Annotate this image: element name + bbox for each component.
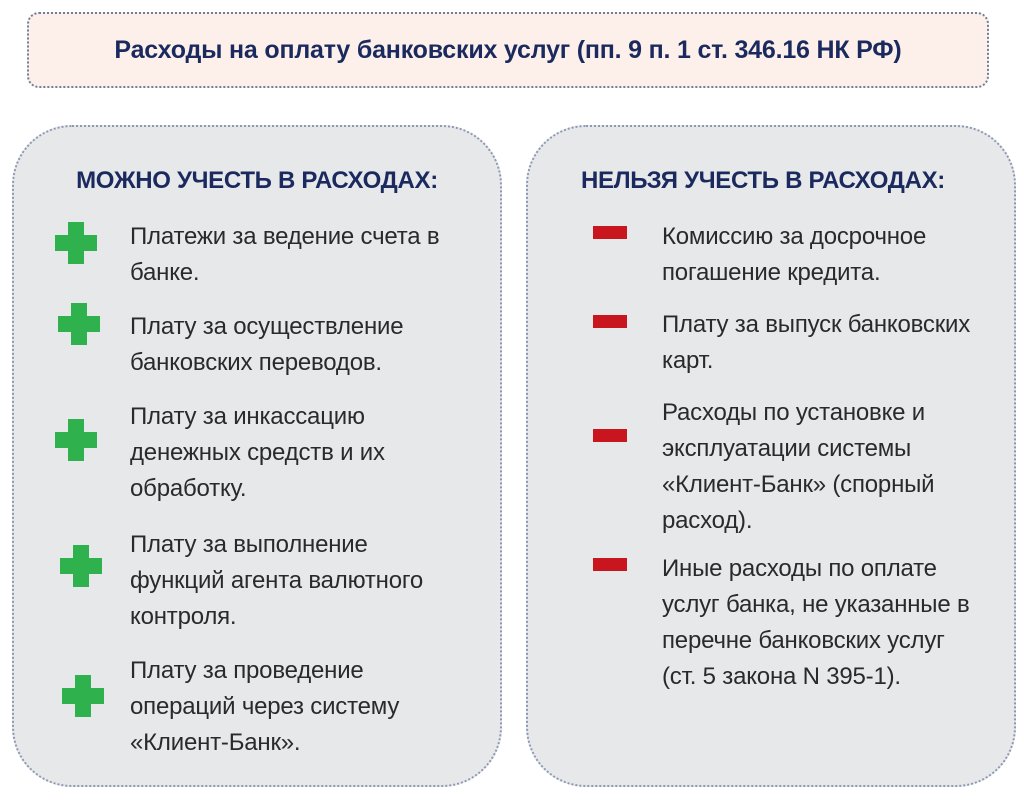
- disallowed-expenses-heading: НЕЛЬЗЯ УЧЕСТЬ В РАСХОДАХ:: [580, 167, 946, 194]
- minus-icon: [593, 429, 627, 442]
- allowed-expenses-heading: МОЖНО УЧЕСТЬ В РАСХОДАХ:: [76, 167, 438, 194]
- allowed-item-2: Плату за осуществление банковских переводов.: [130, 313, 404, 376]
- minus-icon: [593, 315, 627, 328]
- plus-icon: [55, 222, 97, 264]
- plus-icon: [58, 303, 100, 345]
- disallowed-item-1: Комиссию за досрочное погашение кредита.: [662, 223, 927, 286]
- disallowed-item-4: Иные расходы по оплате услуг банка, не указанные в перечне банковских услуг (ст. 5 закона N 395-1).: [662, 555, 970, 690]
- page-title: Расходы на оплату банковских услуг (пп. 9 п. 1 ст. 346.16 НК РФ): [114, 35, 902, 64]
- plus-icon: [60, 545, 102, 587]
- plus-icon: [62, 675, 104, 717]
- minus-icon: [593, 226, 627, 239]
- allowed-item-5: Плату за проведение операций через систему «Клиент-Банк».: [130, 657, 400, 756]
- allowed-item-3: Плату за инкассацию денежных средств и их обработку.: [130, 403, 385, 502]
- title-banner: [27, 12, 989, 88]
- disallowed-expenses-panel: [526, 125, 1016, 787]
- allowed-item-4: Плату за выполнение функций агента валютного контроля.: [130, 531, 424, 630]
- allowed-item-1: Платежи за ведение счета в банке.: [130, 223, 440, 286]
- disallowed-item-3: Расходы по установке и эксплуатации системы «Клиент-Банк» (спорный расход).: [662, 399, 935, 534]
- minus-icon: [593, 558, 627, 571]
- disallowed-item-2: Плату за выпуск банковских карт.: [662, 311, 971, 374]
- plus-icon: [55, 419, 97, 461]
- allowed-expenses-panel: [12, 125, 502, 787]
